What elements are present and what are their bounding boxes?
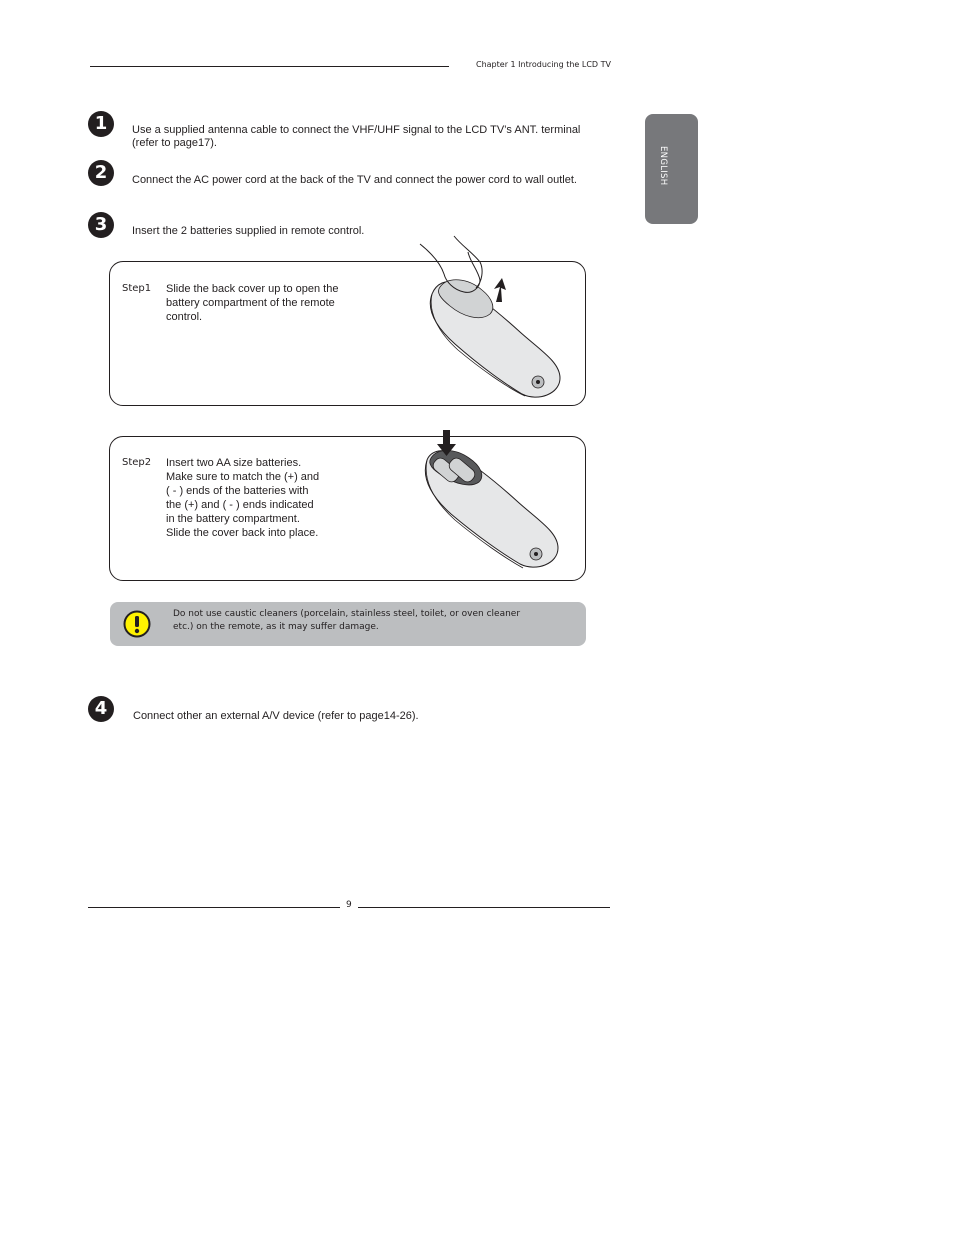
footer-rule-right (358, 907, 610, 908)
step-3-text: Insert the 2 batteries supplied in remote control. (132, 225, 365, 237)
chapter-title: Chapter 1 Introducing the LCD TV (476, 60, 611, 69)
step2-line: in the battery compartment. (166, 513, 300, 525)
step1-description (166, 282, 338, 324)
step1-line: control. (166, 311, 203, 323)
caution-box (110, 602, 586, 646)
step2-line: ( - ) ends of the batteries with (166, 485, 309, 497)
caution-line-2: etc.) on the remote, as it may suffer damage. (173, 622, 379, 632)
step2-line: Slide the cover back into place. (166, 527, 319, 539)
step2-line: Insert two AA size batteries. (166, 457, 302, 469)
step2-line: Make sure to match the (+) and (166, 471, 320, 483)
step-number-1: 1 (88, 111, 114, 137)
caution-icon (123, 610, 151, 638)
language-tab (645, 114, 698, 224)
step-4-text: Connect other an external A/V device (refer to page14-26). (133, 710, 419, 722)
step-number-3: 3 (88, 212, 114, 238)
step-2-text: Connect the AC power cord at the back of the TV and connect the power cord to wall outlet. (132, 174, 577, 186)
step1-label: Step1 (122, 283, 152, 294)
caution-text (173, 608, 533, 634)
step2-line: the (+) and ( - ) ends indicated (166, 499, 314, 511)
remote-cover-illustration (410, 232, 575, 402)
footer-rule-left (88, 907, 340, 908)
step1-line: Slide the back cover up to open the (166, 283, 339, 295)
slide-arrow-icon (494, 278, 506, 302)
step-1-line-1: Use a supplied antenna cable to connect the VHF/UHF signal to the LCD TV’s ANT. terminal (132, 124, 581, 136)
step-number-2: 2 (88, 160, 114, 186)
step-1-line-2: (refer to page17). (132, 137, 217, 149)
language-tab-label: ENGLISH (658, 146, 668, 186)
step-number-4: 4 (88, 696, 114, 722)
step-1-text (132, 124, 622, 150)
remote-batteries-illustration (415, 430, 575, 575)
step2-label: Step2 (122, 457, 152, 468)
caution-line-1: Do not use caustic cleaners (porcelain, stainless steel, toilet, or oven cleaner (173, 609, 521, 619)
step2-description (166, 456, 319, 540)
page-number: 9 (346, 900, 352, 910)
header-rule (90, 66, 449, 67)
step1-line: battery compartment of the remote (166, 297, 335, 309)
